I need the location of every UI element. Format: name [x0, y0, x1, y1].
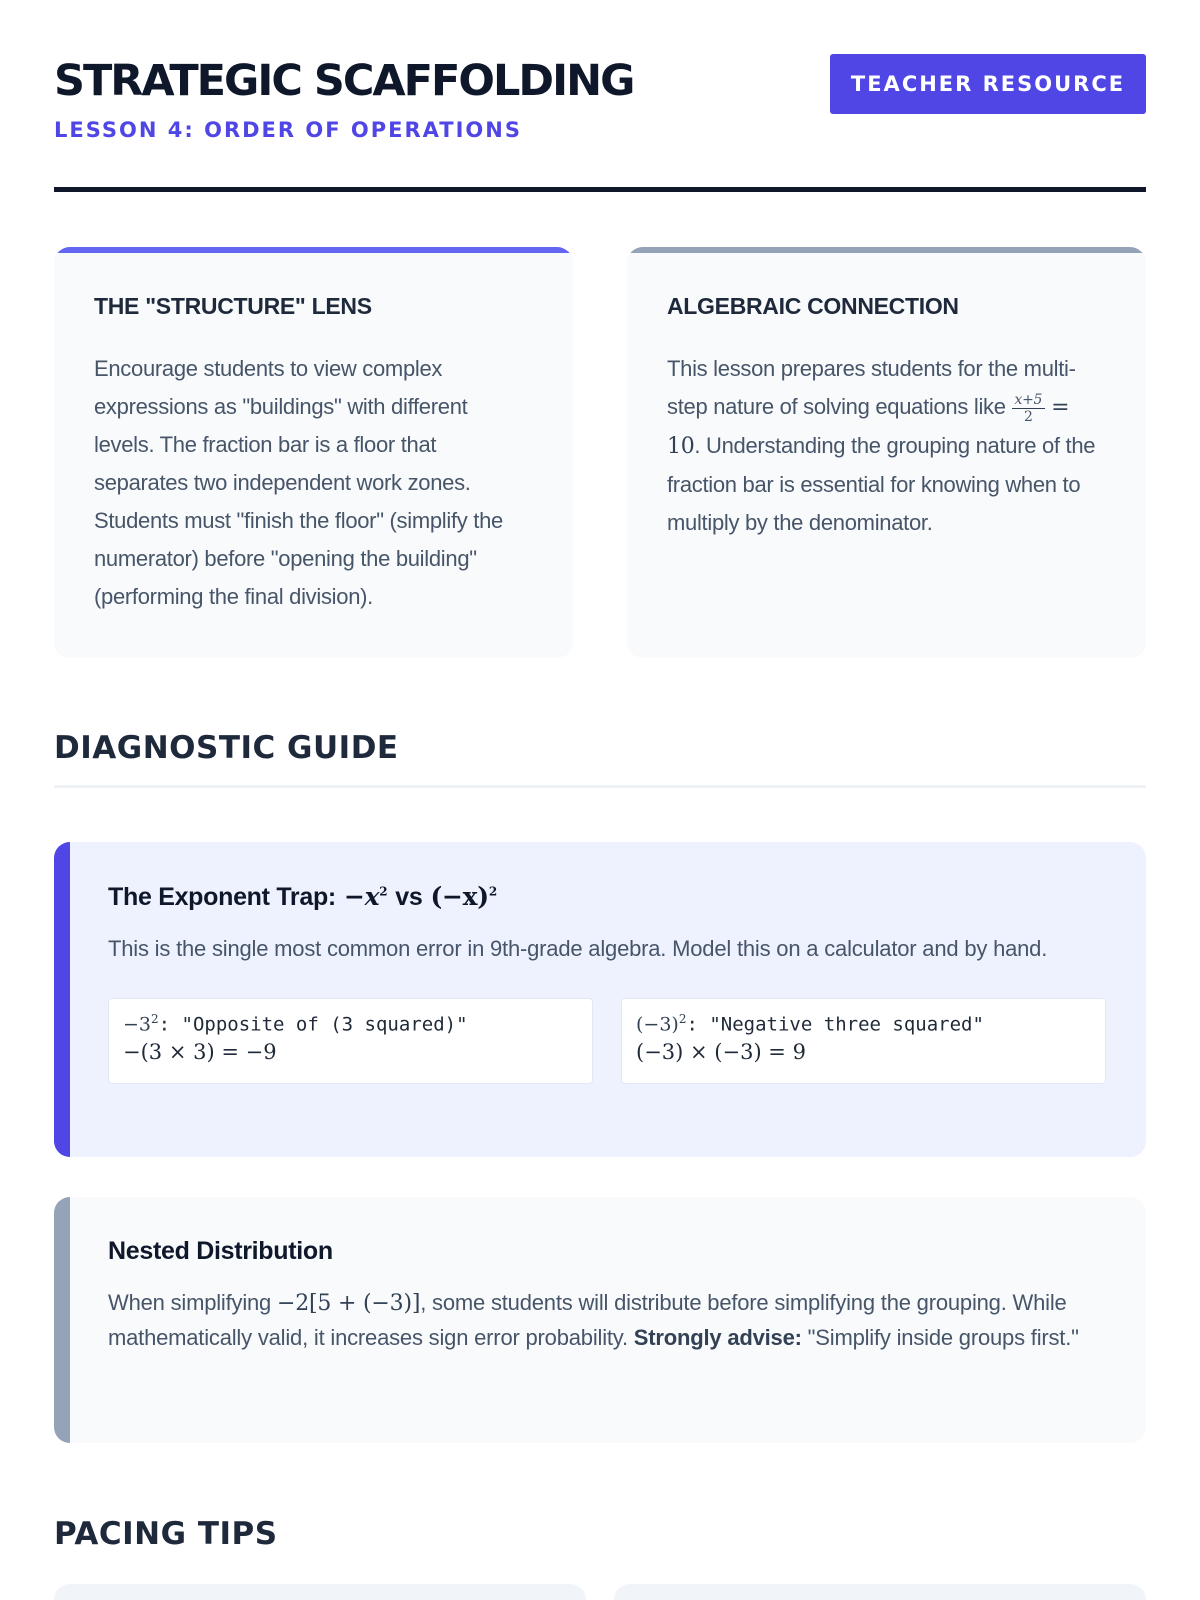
example-opposite-of-square [108, 998, 593, 1084]
nested-distribution-title: Nested Distribution [108, 1237, 333, 1265]
lesson-subtitle: LESSON 4: ORDER OF OPERATIONS [54, 118, 522, 142]
body-text: . Understanding the grouping nature of the fraction bar is essential for knowing when to multiply by the denominator. [667, 433, 1096, 535]
pacing-card [614, 1584, 1146, 1600]
card-body: Encourage students to view complex expressions as "buildings" with different levels. The fraction bar is a floor that separates two independent work zones. Students must "finish the floor" (simplify the numerator) before "opening the building" (performing the final division). [94, 356, 503, 609]
body-text: This lesson prepares students for the multi-step nature of solving equations like [667, 356, 1076, 419]
nested-body: When simplifying −2[5 + (−3)], some students will distribute before simplifying the grouping. While mathematically valid, it increases sign error probability. Strongly advise: "Simplify inside groups first." [108, 1290, 1079, 1350]
advise-text: "Simplify inside groups first." [801, 1325, 1079, 1350]
pacing-tips-heading: PACING TIPS [54, 1516, 278, 1552]
example-label-line: $-3^2$: "Opposite of (3 squared)" [123, 1012, 468, 1036]
exponent-trap-title [108, 882, 1106, 912]
fraction-numerator: x+5 [1012, 392, 1046, 409]
pacing-cards [54, 1584, 1146, 1600]
example-work-line: (−3) × (−3) = 9 [636, 1040, 806, 1064]
nested-expression: −2[5 + (−3)] [277, 1291, 421, 1316]
teacher-resource-badge: TEACHER RESOURCE [830, 54, 1146, 114]
example-negative-squared [621, 998, 1106, 1084]
exponent-trap-box [54, 842, 1146, 1157]
card-title: THE "STRUCTURE" LENS [94, 293, 372, 319]
equation-fraction [1012, 392, 1046, 425]
structure-lens-card [54, 247, 573, 658]
section-divider [54, 785, 1146, 788]
nested-distribution-box [54, 1197, 1146, 1443]
card-body [667, 350, 1106, 542]
trap-expression-right: $(-x)^2$ [430, 882, 497, 911]
trap-expression-left: $-x^2$ [343, 882, 388, 911]
algebraic-connection-card [627, 247, 1146, 658]
page-header [54, 0, 1146, 192]
page-title: STRATEGIC SCAFFOLDING [54, 56, 634, 106]
example-label-line: $(-3)^2$: "Negative three squared" [636, 1012, 984, 1036]
equation-rest: = 10 [667, 395, 1070, 459]
advise-label: Strongly advise: [633, 1325, 802, 1350]
trap-examples [108, 998, 1106, 1084]
card-title: ALGEBRAIC CONNECTION [667, 293, 959, 319]
trap-body: This is the single most common error in 9th-grade algebra. Model this on a calculator and by hand. [108, 936, 1048, 961]
pacing-card [54, 1584, 586, 1600]
insight-cards [54, 247, 1146, 658]
example-work-line: −(3 × 3) = −9 [123, 1040, 277, 1064]
trap-vs: vs [395, 883, 423, 911]
trap-title-label: The Exponent Trap: [108, 883, 336, 911]
fraction-denominator: 2 [1024, 408, 1033, 425]
diagnostic-guide-heading: DIAGNOSTIC GUIDE [54, 730, 399, 766]
